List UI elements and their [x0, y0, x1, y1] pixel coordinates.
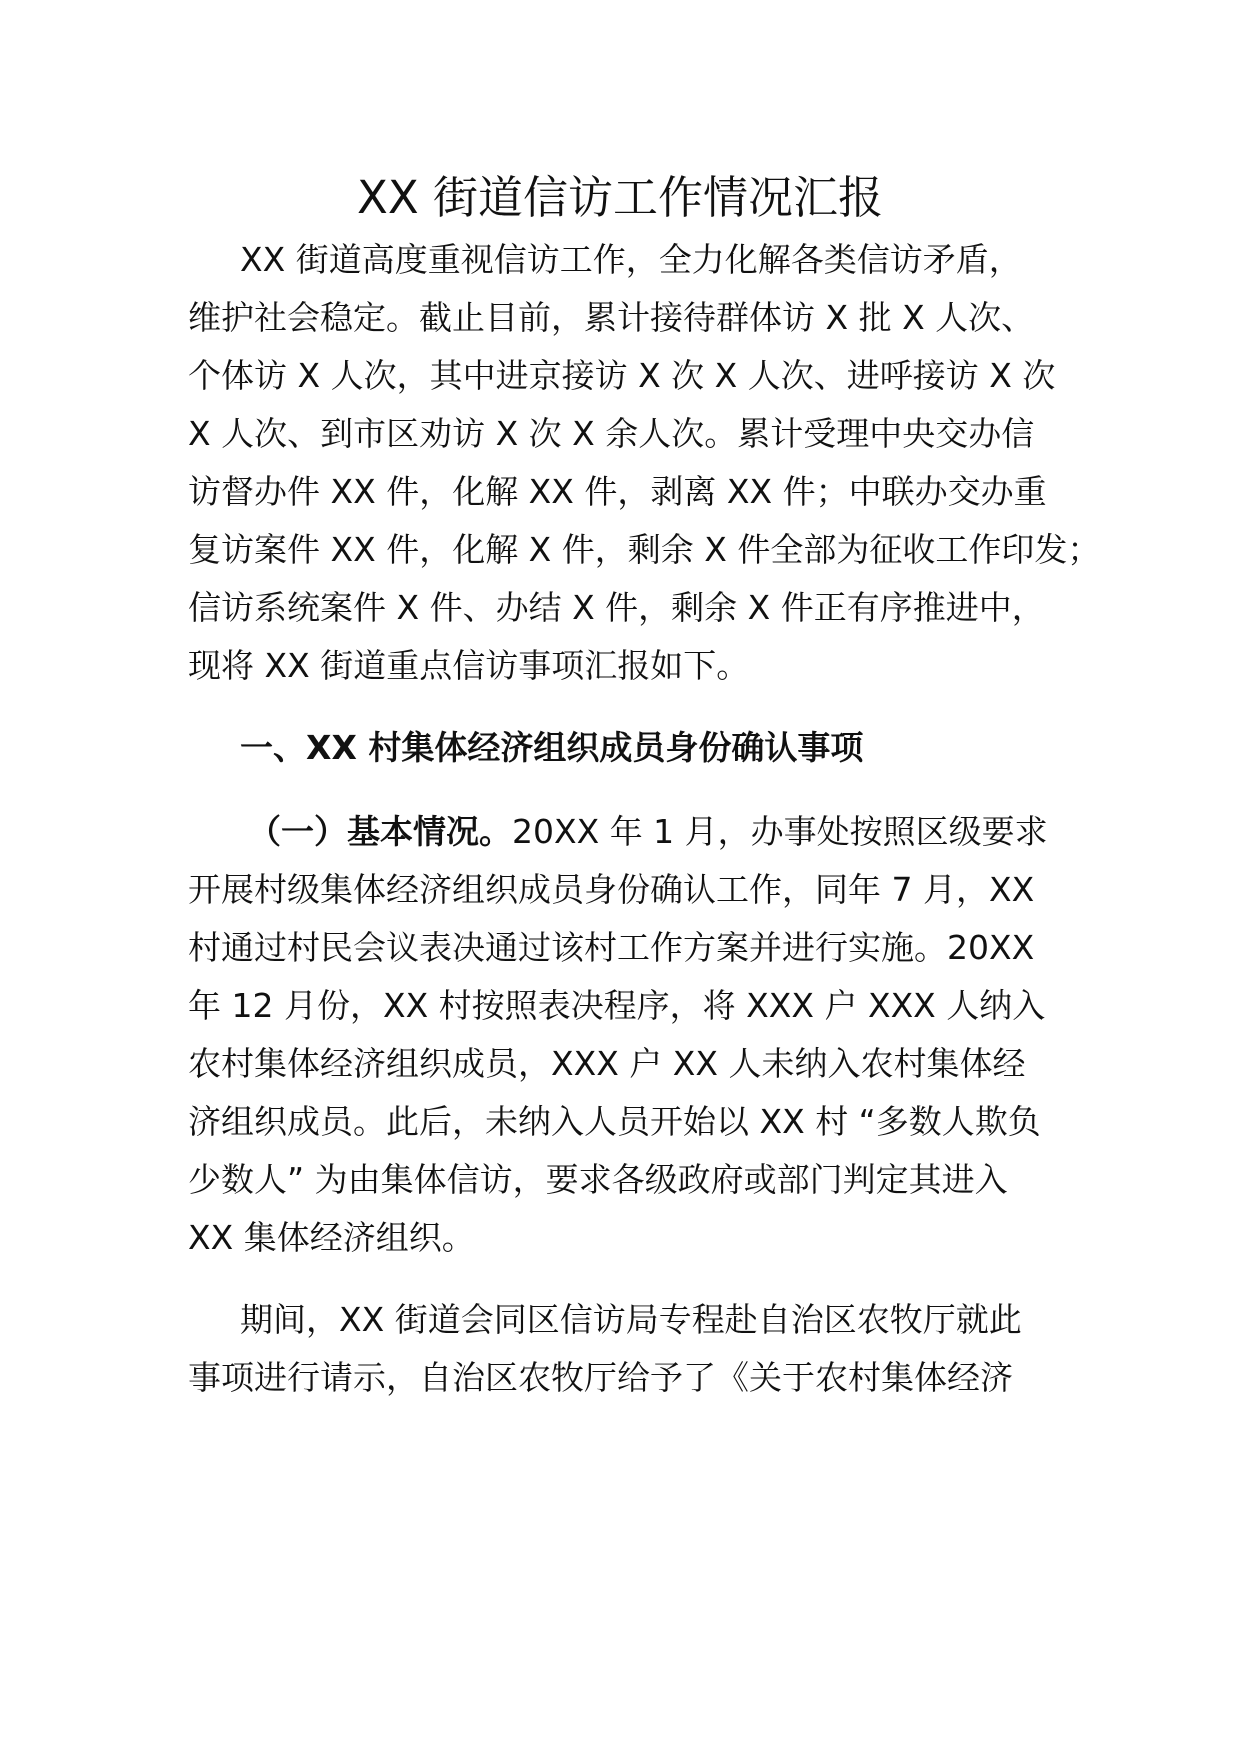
period-line: 事项进行请示，自治区农牧厅给予了《关于农村集体经济	[188, 1358, 1013, 1397]
basic-label: （一）基本情况。	[248, 812, 512, 851]
basic-first-line-text: 20XX 年 1 月，办事处按照区级要求	[512, 812, 1048, 851]
intro-line: XX 街道高度重视信访工作，全力化解各类信访矛盾，	[240, 240, 1022, 279]
basic-line: 少数人” 为由集体信访，要求各级政府或部门判定其进入	[188, 1160, 1008, 1199]
intro-line: 复访案件 XX 件，化解 X 件，剩余 X 件全部为征收工作印发；	[188, 530, 1101, 569]
intro-line: 信访系统案件 X 件、办结 X 件，剩余 X 件正有序推进中，	[188, 588, 1045, 627]
intro-line: 维护社会稳定。截止目前，累计接待群体访 X 批 X 人次、	[188, 298, 1035, 337]
basic-line: 农村集体经济组织成员，XXX 户 XX 人未纳入农村集体经	[188, 1044, 1026, 1083]
intro-line: 个体访 X 人次，其中进京接访 X 次 X 人次、进呼接访 X 次	[188, 356, 1056, 395]
basic-line: 村通过村民会议表决通过该村工作方案并进行实施。20XX	[188, 928, 1035, 967]
basic-first-line	[248, 810, 1048, 854]
basic-line: 年 12 月份，XX 村按照表决程序，将 XXX 户 XXX 人纳入	[188, 986, 1046, 1025]
section-heading: 一、XX 村集体经济组织成员身份确认事项	[240, 728, 864, 767]
period-line: 期间，XX 街道会同区信访局专程赴自治区农牧厅就此	[240, 1300, 1022, 1339]
basic-line: 开展村级集体经济组织成员身份确认工作，同年 7 月，XX	[188, 870, 1035, 909]
basic-line: XX 集体经济组织。	[188, 1218, 475, 1257]
intro-line: X 人次、到市区劝访 X 次 X 余人次。累计受理中央交办信	[188, 414, 1035, 453]
page-title: XX 街道信访工作情况汇报	[357, 171, 883, 224]
intro-line: 访督办件 XX 件，化解 XX 件，剥离 XX 件；中联办交办重	[188, 472, 1047, 511]
intro-line: 现将 XX 街道重点信访事项汇报如下。	[188, 646, 750, 685]
basic-line: 济组织成员。此后，未纳入人员开始以 XX 村 “多数人欺负	[188, 1102, 1041, 1141]
